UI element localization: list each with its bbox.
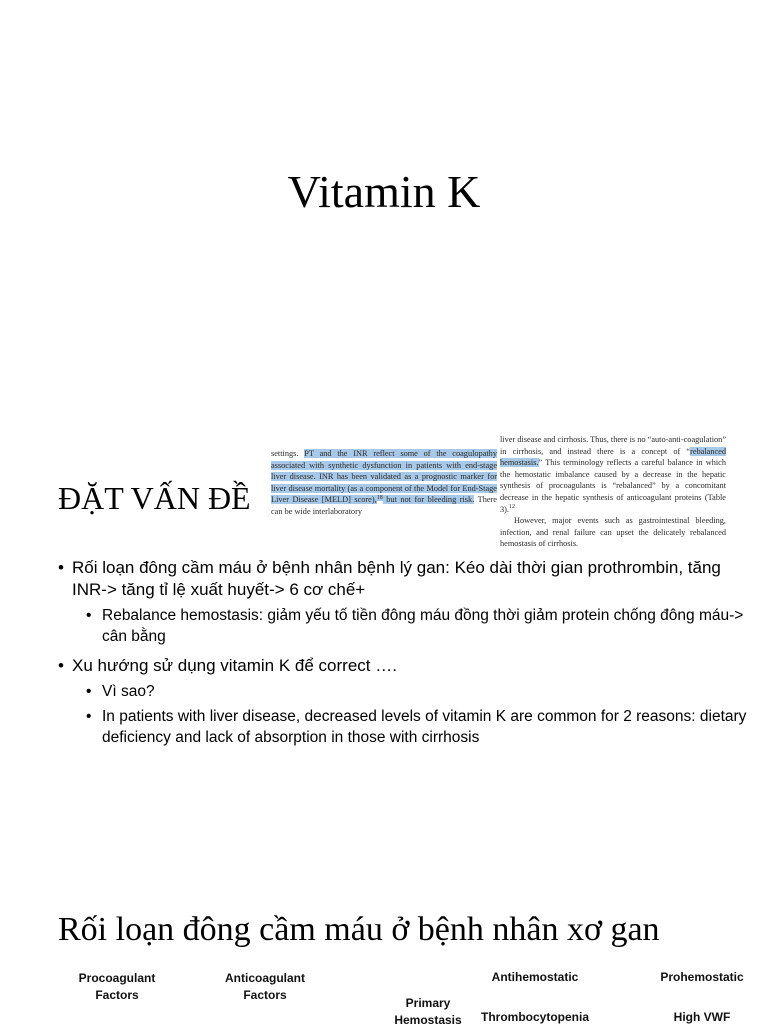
table-header-prohemostatic: Prohemostatic	[660, 970, 744, 984]
sub-bullet-item: • Vì sao?	[58, 681, 748, 702]
excerpt-text: However, major events such as gastrointestinal bleeding, infection, and renal failure can upset the delicately rebalanced hemostasis of cirrhosis.	[500, 516, 726, 549]
paper-excerpt-left	[271, 448, 497, 518]
table-cell-high-vwf: High VWF	[673, 1010, 731, 1024]
paper-excerpt-right	[500, 434, 726, 550]
excerpt-text: ” This terminology reflects a careful balance in which the hemostatic imbalance caused by a decrease in the hepatic synthesis of procoagulants is “rebalanced” by a concomitant decrease in the hepatic synthesis of anticoagulant proteins (Table 3).	[500, 458, 726, 514]
section-heading: ĐẶT VẤN ĐỀ	[58, 480, 251, 516]
bullet-item: • Rối loạn đông cầm máu ở bệnh nhân bệnh lý gan: Kéo dài thời gian prothrombin, tăng INR-> tăng tỉ lệ xuất huyết-> 6 cơ chế+	[58, 557, 748, 601]
excerpt-highlight: rebalanced hemostasis.	[500, 446, 726, 468]
excerpt-text: There can be wide interlaboratory	[271, 495, 497, 516]
sub-bullet-item: • Rebalance hemostasis: giảm yếu tố tiền đông máu đồng thời giảm protein chống đông máu-> cân bằng	[58, 605, 748, 647]
excerpt-highlight: PT and the INR reflect some of the coagulopathy	[304, 449, 497, 458]
bullet-list	[58, 549, 748, 748]
sub-bullet-item: • In patients with liver disease, decreased levels of vitamin K are common for 2 reasons: dietary deficiency and lack of absorption in those with cirrhosis	[58, 706, 748, 748]
slide-title: Vitamin K	[287, 166, 481, 217]
excerpt-citation: 12	[509, 503, 515, 510]
excerpt-text: settings.	[271, 449, 305, 458]
table-cell-thrombocytopenia: Thrombocytopenia	[480, 1010, 589, 1024]
section-heading: Rối loạn đông cầm máu ở bệnh nhân xơ gan	[58, 911, 660, 948]
table-header-anticoagulant: Anticoagulant Factors	[225, 971, 305, 1002]
table-header-antihemostatic: Antihemostatic	[491, 970, 579, 984]
excerpt-text: liver disease and cirrhosis. Thus, there is no “auto-anti-coagulation” in cirrhosis, and instead there is a concept of “	[500, 435, 726, 456]
excerpt-highlight: associated with synthetic dysfunction in patients with end-stage liver disease. INR has been validated as a prognostic marker for liver disease mortality (as a component of the Model for End-Stage Liver Disease [MELD] score),	[271, 460, 497, 505]
table-header-procoagulant: Procoagulant Factors	[78, 971, 156, 1002]
excerpt-citation: 18	[376, 494, 383, 501]
table-header-primary-hemostasis: Primary Hemostasis	[394, 996, 462, 1027]
bullet-item: • Xu hướng sử dụng vitamin K để correct ….	[58, 655, 748, 677]
excerpt-highlight: but not for bleeding risk.	[382, 495, 475, 505]
